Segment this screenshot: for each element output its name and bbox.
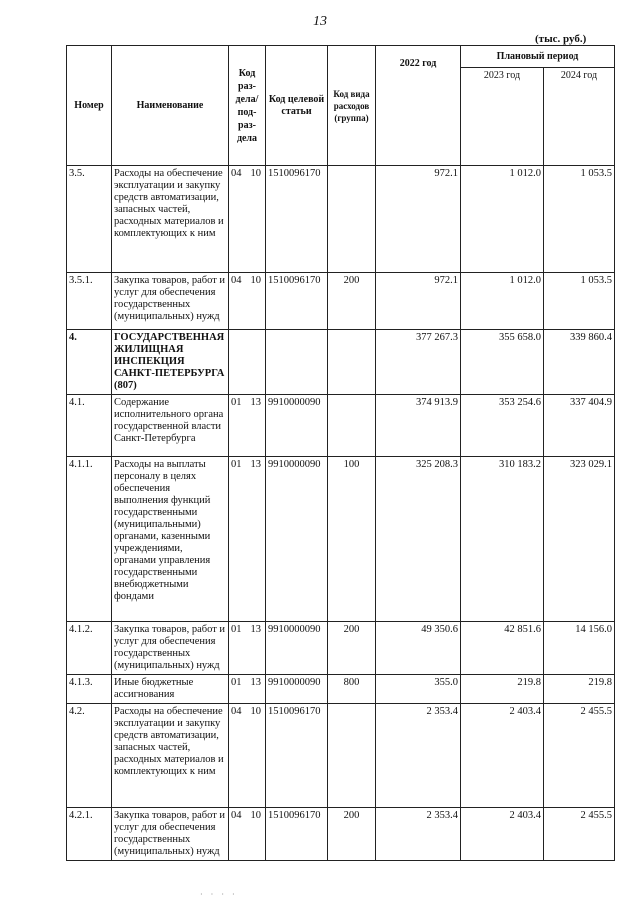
row-value-2022: 325 208.3 — [376, 457, 461, 622]
header-planned-period: Плановый период — [461, 46, 615, 68]
header-section: Код раз- дела/ под- раз- дела — [229, 46, 266, 166]
table-row — [67, 808, 615, 861]
row-value-2024: 323 029.1 — [544, 457, 615, 622]
row-value-2022: 377 267.3 — [376, 330, 461, 395]
row-section-code — [229, 704, 266, 808]
row-target-code — [266, 330, 328, 395]
row-expense-type: 200 — [328, 808, 376, 861]
row-value-2024: 337 404.9 — [544, 395, 615, 457]
row-value-2023: 310 183.2 — [461, 457, 544, 622]
units-label: (тыс. руб.) — [535, 33, 587, 45]
row-name: Содержание исполнительного органа государственной власти Санкт-Петербурга — [112, 395, 229, 457]
section-code: 04 — [231, 810, 242, 821]
row-expense-type — [328, 395, 376, 457]
row-value-2024: 339 860.4 — [544, 330, 615, 395]
row-value-2023: 1 012.0 — [461, 166, 544, 273]
row-value-2024: 1 053.5 — [544, 273, 615, 330]
row-name: Расходы на обеспечение эксплуатации и закупку средств автоматизации, запасных частей, расходных материалов и комплектующих к ним — [112, 704, 229, 808]
row-target-code: 9910000090 — [266, 675, 328, 704]
row-number: 3.5. — [67, 166, 112, 273]
row-name: ГОСУДАРСТВЕННАЯ ЖИЛИЩНАЯ ИНСПЕКЦИЯ САНКТ-ПЕТЕРБУРГА (807) — [112, 330, 229, 395]
row-value-2023: 42 851.6 — [461, 622, 544, 675]
row-expense-type — [328, 704, 376, 808]
row-value-2022: 972.1 — [376, 166, 461, 273]
header-expense-type: Код вида расходов (группа) — [328, 46, 376, 166]
row-section-code — [229, 330, 266, 395]
subsection-code: 10 — [250, 706, 261, 717]
row-expense-type — [328, 166, 376, 273]
row-value-2024: 2 455.5 — [544, 704, 615, 808]
row-value-2022: 355.0 — [376, 675, 461, 704]
section-code: 04 — [231, 168, 242, 179]
row-expense-type: 800 — [328, 675, 376, 704]
row-target-code: 1510096170 — [266, 273, 328, 330]
subsection-code: 13 — [250, 677, 261, 688]
row-section-code — [229, 457, 266, 622]
row-value-2024: 14 156.0 — [544, 622, 615, 675]
table-body — [67, 166, 615, 861]
section-code: 01 — [231, 397, 242, 408]
row-target-code: 9910000090 — [266, 622, 328, 675]
budget-table — [66, 45, 615, 861]
header-2022: 2022 год — [376, 46, 461, 166]
row-number: 4.1.2. — [67, 622, 112, 675]
row-target-code: 9910000090 — [266, 395, 328, 457]
header-target: Код целевой статьи — [266, 46, 328, 166]
table-row — [67, 395, 615, 457]
row-target-code: 9910000090 — [266, 457, 328, 622]
row-number: 3.5.1. — [67, 273, 112, 330]
header-number: Номер — [67, 46, 112, 166]
page-number: 13 — [313, 14, 327, 29]
row-value-2023: 2 403.4 — [461, 704, 544, 808]
header-2023: 2023 год — [461, 68, 544, 166]
row-section-code — [229, 395, 266, 457]
row-number: 4.2. — [67, 704, 112, 808]
table-row — [67, 704, 615, 808]
row-value-2023: 2 403.4 — [461, 808, 544, 861]
row-expense-type — [328, 330, 376, 395]
section-code: 04 — [231, 706, 242, 717]
header-2024: 2024 год — [544, 68, 615, 166]
row-target-code: 1510096170 — [266, 166, 328, 273]
row-section-code — [229, 622, 266, 675]
subsection-code: 10 — [250, 168, 261, 179]
row-name: Иные бюджетные ассигнования — [112, 675, 229, 704]
row-value-2023: 219.8 — [461, 675, 544, 704]
section-code: 01 — [231, 677, 242, 688]
row-section-code — [229, 808, 266, 861]
row-value-2022: 374 913.9 — [376, 395, 461, 457]
row-target-code: 1510096170 — [266, 808, 328, 861]
row-name: Расходы на выплаты персоналу в целях обеспечения выполнения функций государственными (муниципальными) органами, казенными учреждениями, органами управления государственными внебюджетными фондами — [112, 457, 229, 622]
subsection-code: 13 — [250, 624, 261, 635]
row-target-code: 1510096170 — [266, 704, 328, 808]
row-expense-type: 200 — [328, 273, 376, 330]
subsection-code: 10 — [250, 810, 261, 821]
row-number: 4.1.3. — [67, 675, 112, 704]
row-number: 4.1.1. — [67, 457, 112, 622]
row-number: 4.2.1. — [67, 808, 112, 861]
section-code: 01 — [231, 624, 242, 635]
row-value-2022: 2 353.4 — [376, 704, 461, 808]
table-row — [67, 166, 615, 273]
row-value-2023: 355 658.0 — [461, 330, 544, 395]
row-value-2023: 353 254.6 — [461, 395, 544, 457]
row-expense-type: 100 — [328, 457, 376, 622]
subsection-code: 13 — [250, 459, 261, 470]
row-name: Закупка товаров, работ и услуг для обеспечения государственных (муниципальных) нужд — [112, 622, 229, 675]
row-section-code — [229, 273, 266, 330]
section-code: 04 — [231, 275, 242, 286]
subsection-code: 10 — [250, 275, 261, 286]
row-expense-type: 200 — [328, 622, 376, 675]
row-value-2023: 1 012.0 — [461, 273, 544, 330]
row-section-code — [229, 675, 266, 704]
row-name: Закупка товаров, работ и услуг для обеспечения государственных (муниципальных) нужд — [112, 808, 229, 861]
table-row — [67, 273, 615, 330]
table-row — [67, 330, 615, 395]
subsection-code: 13 — [250, 397, 261, 408]
row-value-2024: 219.8 — [544, 675, 615, 704]
row-name: Расходы на обеспечение эксплуатации и закупку средств автоматизации, запасных частей, расходных материалов и комплектующих к ним — [112, 166, 229, 273]
row-number: 4.1. — [67, 395, 112, 457]
table-row — [67, 622, 615, 675]
row-value-2022: 49 350.6 — [376, 622, 461, 675]
row-value-2022: 972.1 — [376, 273, 461, 330]
header-name: Наименование — [112, 46, 229, 166]
row-name: Закупка товаров, работ и услуг для обеспечения государственных (муниципальных) нужд — [112, 273, 229, 330]
section-code: 01 — [231, 459, 242, 470]
row-section-code — [229, 166, 266, 273]
table-row — [67, 675, 615, 704]
row-value-2024: 2 455.5 — [544, 808, 615, 861]
scan-artifacts: · · · · — [200, 890, 238, 899]
row-value-2024: 1 053.5 — [544, 166, 615, 273]
row-value-2022: 2 353.4 — [376, 808, 461, 861]
table-row — [67, 457, 615, 622]
row-number: 4. — [67, 330, 112, 395]
